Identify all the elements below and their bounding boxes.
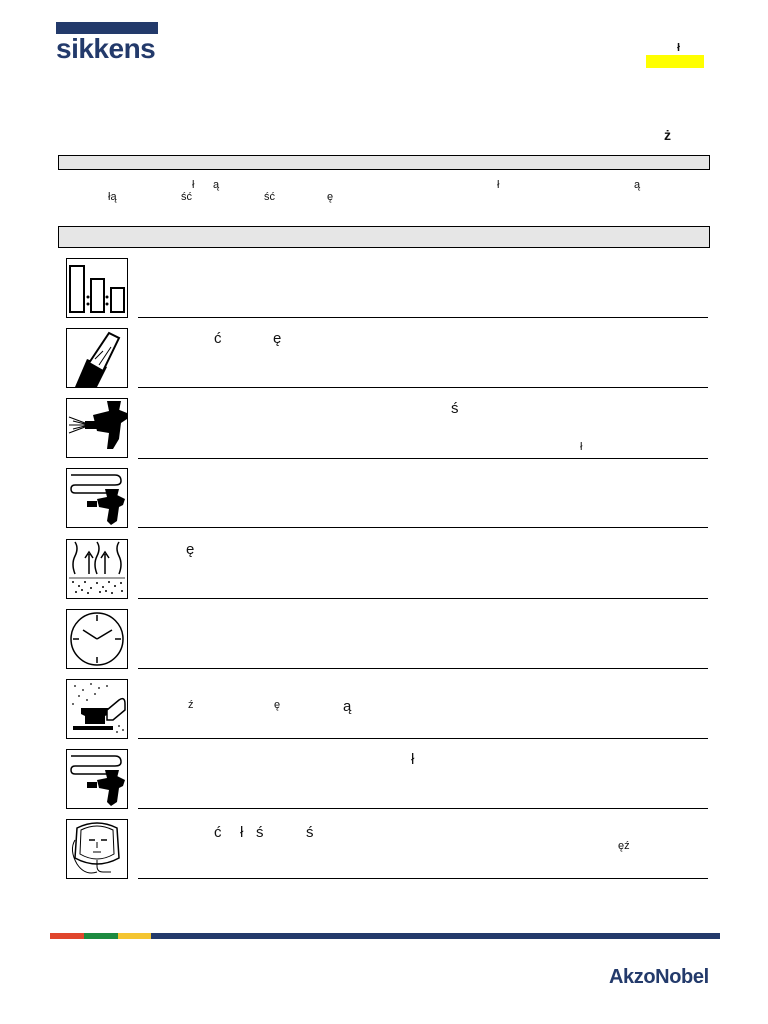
- corner-char: ł: [677, 42, 681, 54]
- row-char: ź: [188, 699, 194, 711]
- row-char: ęź: [618, 840, 630, 852]
- intro-char: ł: [497, 179, 500, 191]
- drying-time-clock-icon: [66, 609, 128, 669]
- intro-char: ę: [327, 191, 334, 203]
- measuring-containers-icon: [66, 258, 128, 318]
- row-char: ł: [411, 751, 415, 768]
- row-char: ś: [256, 824, 264, 841]
- footer-stripe-red: [50, 933, 84, 939]
- row-char: ą: [343, 698, 352, 715]
- footer-stripe-yellow: [118, 933, 151, 939]
- row-char: ś: [451, 400, 459, 417]
- row-divider: [138, 317, 708, 318]
- intro-char: ą: [213, 179, 220, 191]
- row-char: ć: [214, 824, 222, 841]
- row-char: ł: [240, 824, 244, 841]
- row-divider: [138, 878, 708, 879]
- flash-off-icon: [66, 539, 128, 599]
- row-char: ł: [580, 441, 583, 453]
- intro-char: ść: [264, 191, 275, 203]
- spray-coats-icon: [66, 749, 128, 809]
- footer-stripe-blue: [151, 933, 720, 939]
- intro-char: ą: [634, 179, 641, 191]
- highlight-tag: [646, 55, 704, 68]
- sanding-icon: [66, 679, 128, 739]
- title-char: ż: [664, 127, 671, 143]
- row-divider: [138, 668, 708, 669]
- row-divider: [138, 458, 708, 459]
- row-char: ś: [306, 824, 314, 841]
- sikkens-logo: [56, 22, 159, 62]
- footer-stripe-green: [84, 933, 118, 939]
- row-divider: [138, 387, 708, 388]
- row-divider: [138, 738, 708, 739]
- row-divider: [138, 598, 708, 599]
- spray-gun-icon: [66, 398, 128, 458]
- row-divider: [138, 527, 708, 528]
- respirator-mask-icon: [66, 819, 128, 879]
- akzonobel-logo: AkzoNobel: [609, 966, 709, 988]
- row-divider: [138, 808, 708, 809]
- row-char: ę: [273, 330, 282, 347]
- viscosity-stick-icon: [66, 328, 128, 388]
- section-bar-application: [58, 226, 710, 248]
- intro-char: ść: [181, 191, 192, 203]
- intro-char: łą: [108, 191, 117, 203]
- row-char: ę: [274, 699, 281, 711]
- row-char: ć: [214, 330, 222, 347]
- row-char: ę: [186, 541, 195, 558]
- brand-name: sikkens: [56, 33, 156, 64]
- intro-char: ł: [192, 179, 195, 191]
- spray-coats-icon: [66, 468, 128, 528]
- section-bar-product: [58, 155, 710, 170]
